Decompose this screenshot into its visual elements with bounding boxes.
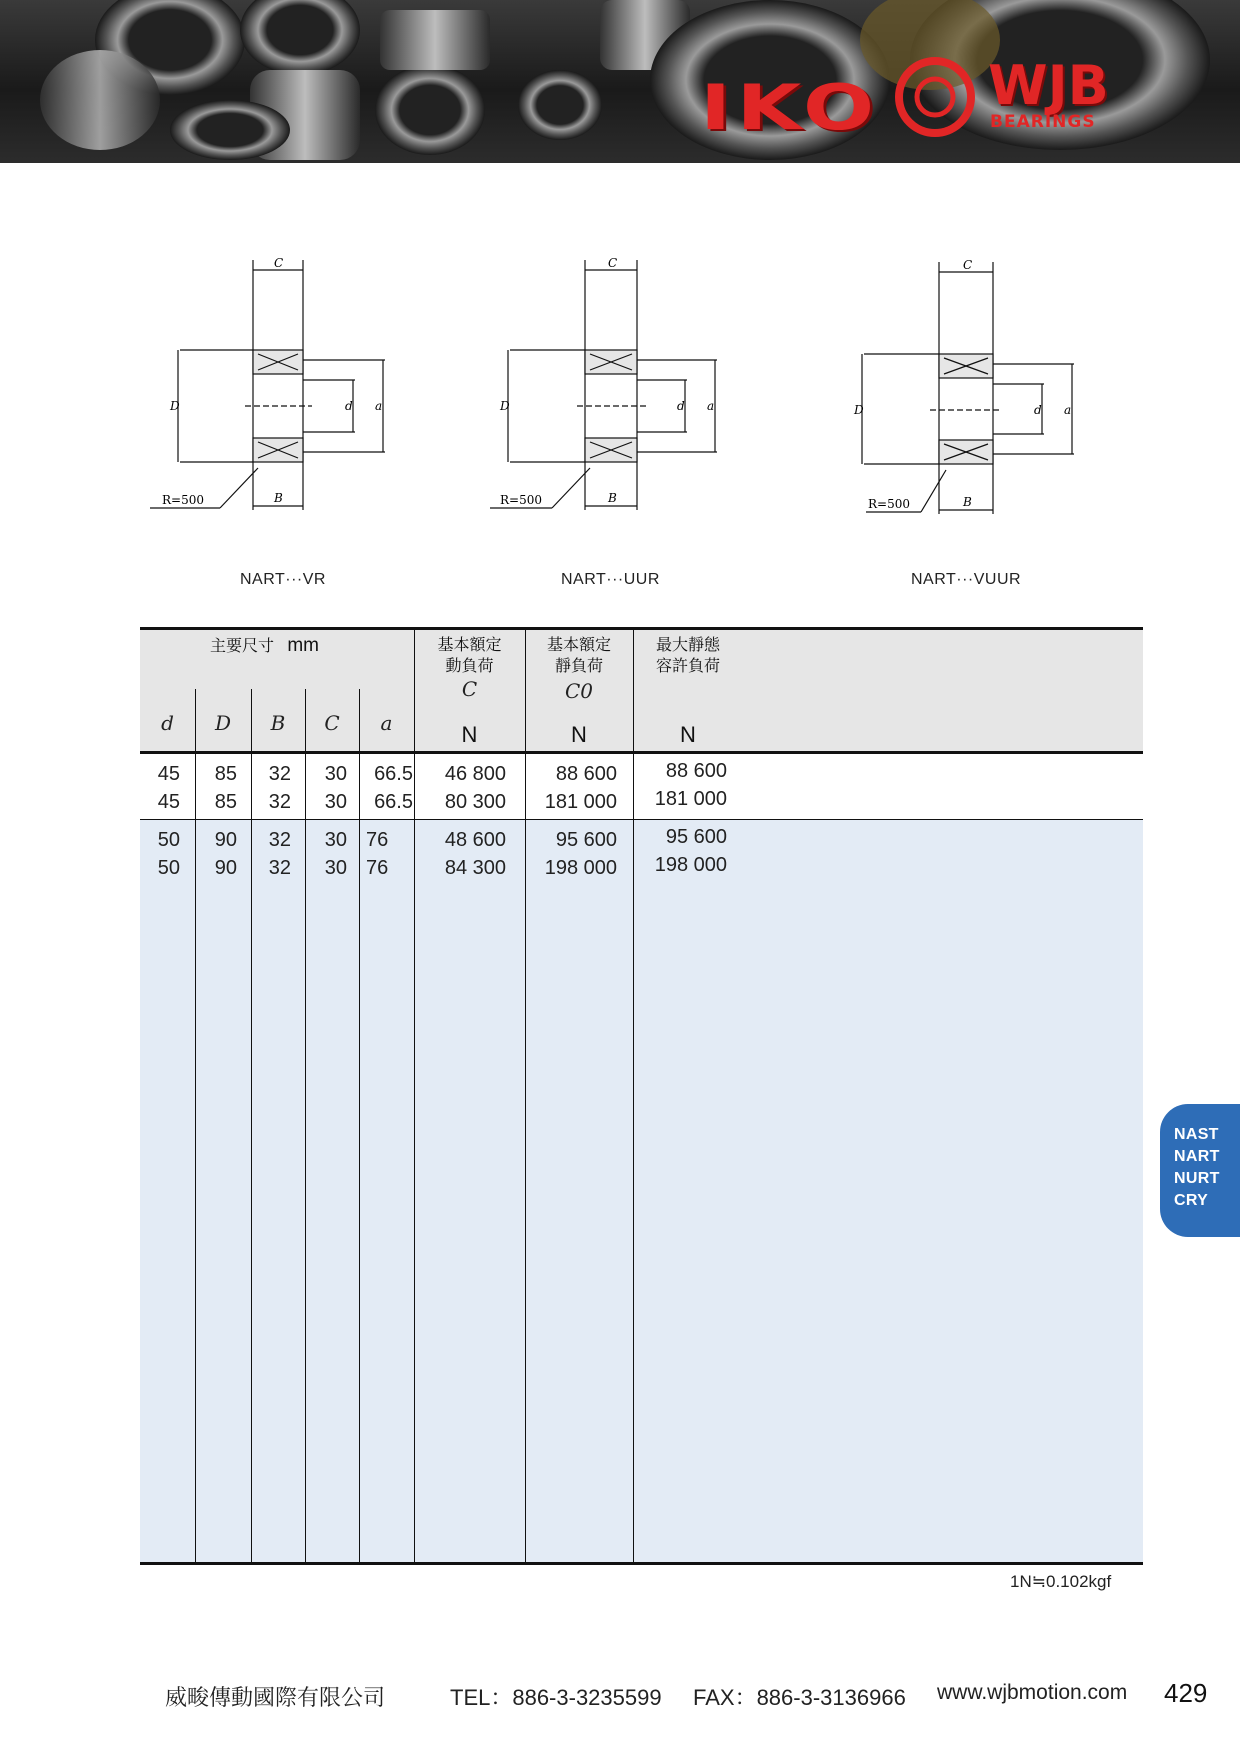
radius-label: R=500 (868, 497, 910, 511)
cell-max-static: 181 000 (654, 788, 727, 810)
cell-C: 30 (324, 829, 347, 851)
iko-logo: IKO (700, 71, 880, 144)
diagram-nart-vr (140, 250, 400, 530)
dynamic-load-unit: N (461, 722, 478, 747)
cell-D: 85 (214, 763, 237, 785)
col-divider (251, 689, 252, 1562)
dim-c-label: C (274, 256, 284, 270)
col-divider (359, 689, 360, 1562)
cell-a: 76 (366, 829, 389, 851)
cell-C: 30 (324, 763, 347, 785)
col-C-header: C (324, 711, 340, 735)
col-d-header: d (161, 711, 174, 735)
col-divider (195, 689, 196, 1562)
bearings-wordmark: BEARINGS (990, 112, 1096, 132)
dim-a-label: a (707, 399, 715, 413)
dim-a-label: a (1064, 403, 1072, 417)
dynamic-load-header: 基本額定 動負荷 (437, 637, 502, 675)
cell-max-static: 198 000 (654, 854, 727, 876)
dim-D-label: D (500, 399, 510, 413)
diagram-caption-uur: NART···UUR (561, 571, 660, 588)
table-group-rule (140, 819, 1143, 820)
dim-B-label: B (608, 491, 617, 505)
dim-D-label: D (170, 399, 180, 413)
col-B-header: B (270, 711, 286, 735)
dim-d-label: d (677, 399, 685, 413)
cell-d: 50 (157, 857, 180, 879)
dim-a-label: a (375, 399, 383, 413)
cell-a: 66.5 (374, 763, 413, 785)
page-number: 429 (1164, 1678, 1208, 1708)
cell-B: 32 (268, 829, 291, 851)
dim-B-label: B (274, 491, 283, 505)
diagram-caption-vr: NART···VR (240, 571, 326, 588)
col-divider (305, 689, 306, 1562)
dim-d-label: d (345, 399, 353, 413)
specification-table (140, 627, 1143, 1565)
cell-C: 30 (324, 791, 347, 813)
table-group-2-bg (140, 820, 1143, 1562)
cell-D: 85 (214, 791, 237, 813)
section-tab[interactable] (1160, 1104, 1240, 1237)
col-D-header: D (214, 711, 232, 735)
cell-B: 32 (268, 791, 291, 813)
dim-B-label: B (963, 495, 972, 509)
cell-C: 30 (324, 857, 347, 879)
cell-static-load: 198 000 (544, 857, 617, 879)
diagram-nart-uur (472, 250, 732, 530)
dim-d-label: d (1034, 403, 1042, 417)
col-a-header: a (380, 711, 393, 735)
table-top-rule (140, 627, 1143, 630)
dynamic-load-symbol: C (461, 677, 478, 701)
static-load-symbol: C0 (564, 679, 594, 703)
cell-dynamic-load: 46 800 (444, 763, 506, 785)
section-tab-item: NURT (1174, 1170, 1220, 1187)
header-banner (0, 0, 1240, 163)
max-static-load-unit: N (680, 722, 696, 747)
unit-conversion-note: 1N≒0.102kgf (1010, 1572, 1112, 1591)
cell-a: 76 (366, 857, 389, 879)
max-static-load-header: 最大靜態 容許負荷 (655, 637, 720, 675)
section-tab-item: NART (1174, 1148, 1220, 1165)
section-tab-item: NAST (1174, 1126, 1219, 1143)
cell-d: 45 (157, 763, 180, 785)
static-load-unit: N (571, 722, 587, 747)
footer-fax: FAX：886-3-3136966 (693, 1685, 906, 1710)
main-dimensions-header: 主要尺寸 mm (210, 635, 320, 656)
cell-static-load: 88 600 (555, 763, 617, 785)
cell-B: 32 (268, 763, 291, 785)
footer-website-link[interactable]: www.wjbmotion.com (937, 1681, 1128, 1704)
diagram-nart-vuur (826, 250, 1086, 530)
static-load-header: 基本額定 靜負荷 (546, 637, 611, 675)
cell-dynamic-load: 80 300 (444, 791, 506, 813)
cell-a: 66.5 (374, 791, 413, 813)
table-bottom-rule (140, 1562, 1143, 1565)
diagram-caption-vuur: NART···VUUR (911, 571, 1022, 588)
dim-D-label: D (854, 403, 864, 417)
cell-max-static: 88 600 (665, 760, 727, 782)
cell-dynamic-load: 48 600 (444, 829, 506, 851)
wjb-logo: WJB (988, 54, 1109, 117)
cell-dynamic-load: 84 300 (444, 857, 506, 879)
radius-label: R=500 (162, 493, 204, 507)
footer-tel: TEL：886-3-3235599 (450, 1685, 662, 1710)
cell-d: 45 (157, 791, 180, 813)
cell-D: 90 (214, 829, 237, 851)
section-tab-item: CRY (1174, 1192, 1209, 1209)
radius-label: R=500 (500, 493, 542, 507)
cell-B: 32 (268, 857, 291, 879)
cell-static-load: 95 600 (555, 829, 617, 851)
cell-static-load: 181 000 (544, 791, 617, 813)
dim-c-label: C (963, 258, 973, 272)
cell-d: 50 (157, 829, 180, 851)
cell-D: 90 (214, 857, 237, 879)
cell-max-static: 95 600 (665, 826, 727, 848)
dim-c-label: C (608, 256, 618, 270)
footer-company: 威畯傳動國際有限公司 (165, 1685, 386, 1710)
table-header-rule (140, 751, 1143, 754)
